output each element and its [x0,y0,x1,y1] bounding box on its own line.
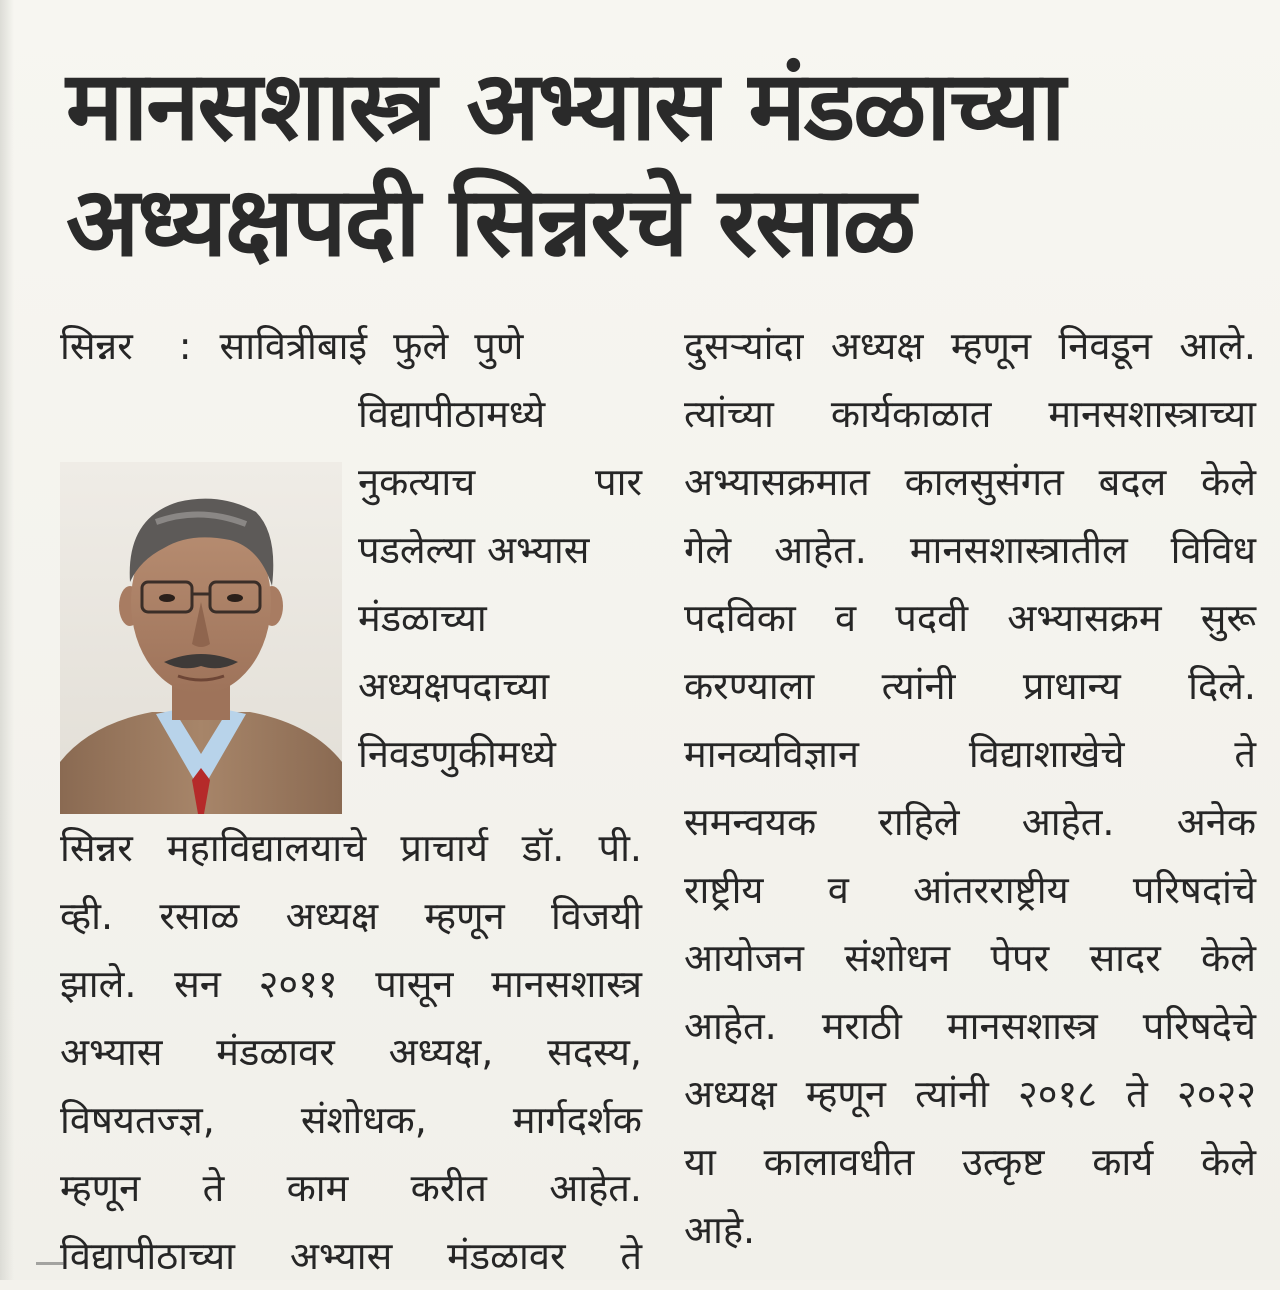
text-line: विषयतज्ज्ञ, संशोधक, मार्गदर्शक [60,1098,642,1142]
text-line: गेले आहेत. मानसशास्त्रातील विविध [684,528,1256,572]
text-line: झाले. सन २०११ पासून मानसशास्त्र [60,962,642,1006]
text-line: या कालावधीत उत्कृष्ट कार्य केले [684,1140,1256,1184]
text-line: अभ्यासक्रमात कालसुसंगत बदल केले [684,460,1256,504]
text-line: मानव्यविज्ञान विद्याशाखेचे ते [684,732,1256,776]
portrait-illustration [60,462,342,814]
text-line: सिन्नर महाविद्यालयाचे प्राचार्य डॉ. पी. [60,826,642,870]
dateline: सिन्नर [60,324,133,368]
article-headline [66,48,1246,280]
text-line: निवडणुकीमध्ये [358,732,556,776]
left-column [60,312,642,1290]
text-line: त्यांच्या कार्यकाळात मानसशास्त्राच्या [684,392,1256,436]
text-line: अध्यक्ष म्हणून त्यांनी २०१८ ते २०२२ [684,1072,1256,1116]
text-line: मंडळाच्या [358,596,487,640]
page-edge-shadow [0,0,14,1280]
right-column [684,312,1256,1264]
dateline-separator: : [178,324,192,368]
lines-beside-photo [358,380,642,814]
headline-line: मानसशास्त्र अभ्यास मंडळाच्या [66,50,1064,162]
text-line: दुसऱ्यांदा अध्यक्ष म्हणून निवडून आले. [684,324,1256,368]
text-line: व्ही. रसाळ अध्यक्ष म्हणून विजयी [60,894,642,938]
portrait-photo [60,462,342,814]
text-line: अभ्यास मंडळावर अध्यक्ष, सदस्य, [60,1030,642,1074]
headline-line: अध्यक्षपदी सिन्नरचे रसाळ [66,166,914,278]
photo-row [60,380,642,814]
text-line: आयोजन संशोधन पेपर सादर केले [684,936,1256,980]
text-line: आहे. [684,1208,756,1252]
text-line: विद्यापीठाच्या अभ्यास मंडळावर ते [60,1234,642,1278]
first-line [60,312,642,380]
text-line: अध्यक्षपदाच्या [358,664,550,708]
text-line: म्हणून ते काम करीत आहेत. [60,1166,642,1210]
text-line: विद्यापीठामध्ये [358,392,546,436]
text-line: पडलेल्या अभ्यास [358,528,590,572]
text-line: आहेत. मराठी मानसशास्त्र परिषदेचे [684,1004,1256,1048]
first-line-text: सावित्रीबाई फुले पुणे [219,324,524,368]
text-line: पदविका व पदवी अभ्यासक्रम सुरू [684,596,1256,640]
text-line: समन्वयक राहिले आहेत. अनेक [684,800,1256,844]
text-line: नुकत्याच पार [358,460,642,504]
text-line: राष्ट्रीय व आंतरराष्ट्रीय परिषदांचे [684,868,1256,912]
text-line: करण्याला त्यांनी प्राधान्य दिले. [684,664,1256,708]
